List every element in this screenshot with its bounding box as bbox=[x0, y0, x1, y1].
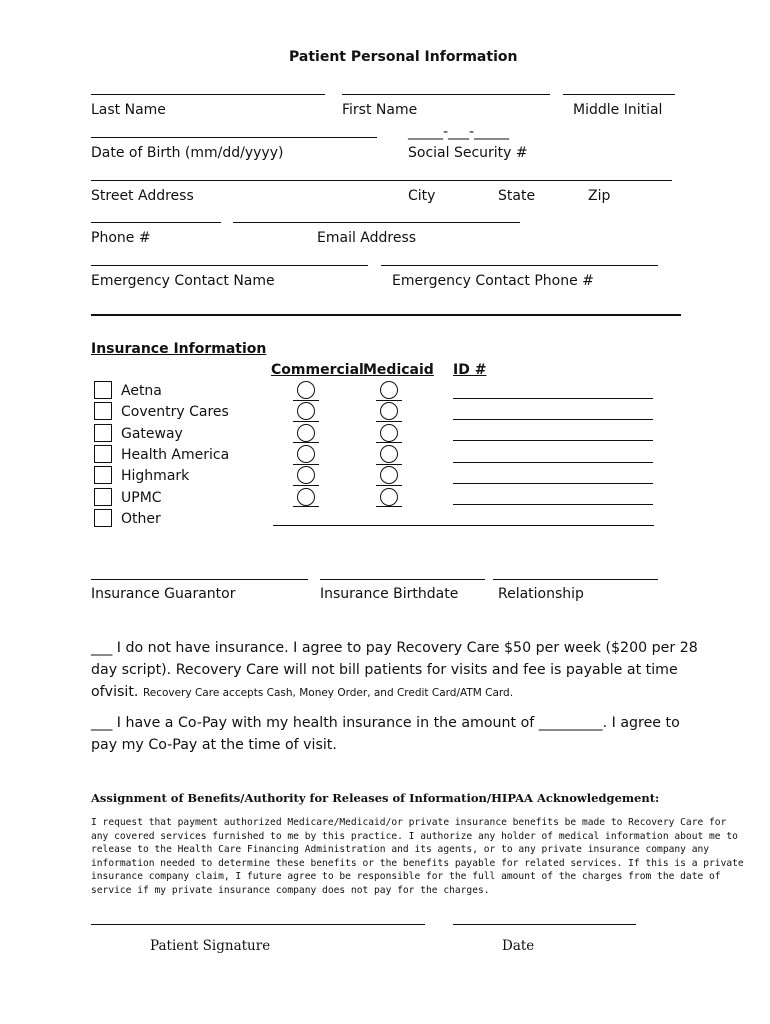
assignment-line: any covered services furnished to me by this practice. I authorize any holder of medical information about me to bbox=[91, 830, 738, 842]
last-name-label: Last Name bbox=[91, 102, 166, 118]
coventry-id-field[interactable] bbox=[453, 419, 653, 420]
no-insurance-line-3-main: ofvisit. bbox=[91, 684, 139, 700]
payment-methods-note: Recovery Care accepts Cash, Money Order, and Credit Card/ATM Card. bbox=[142, 687, 514, 699]
dob-label: Date of Birth (mm/dd/yyyy) bbox=[91, 145, 284, 161]
radio-underline bbox=[376, 464, 402, 465]
email-label: Email Address bbox=[317, 230, 417, 246]
upmc-medicaid-radio[interactable] bbox=[380, 488, 398, 506]
first-name-label: First Name bbox=[342, 102, 418, 118]
copay-line-1: ___ I have a Co-Pay with my health insurance in the amount of _________. I agree to bbox=[91, 715, 680, 731]
phone-field[interactable] bbox=[91, 222, 221, 223]
assignment-line: I request that payment authorized Medicare/Medicaid/or private insurance benefits be made to Recovery Care for bbox=[91, 817, 727, 828]
dob-field[interactable] bbox=[91, 137, 377, 138]
assignment-heading: Assignment of Benefits/Authority for Releases of Information/HIPAA Acknowledgement: bbox=[91, 791, 660, 805]
relationship-label: Relationship bbox=[498, 586, 584, 602]
medicaid-column-header: Medicaid bbox=[363, 362, 434, 378]
aetna-commercial-radio[interactable] bbox=[297, 381, 315, 399]
street-label: Street Address bbox=[91, 188, 194, 204]
middle-initial-field[interactable] bbox=[563, 94, 675, 95]
highmark-checkbox[interactable] bbox=[94, 466, 112, 484]
highmark-commercial-radio[interactable] bbox=[297, 466, 315, 484]
health-america-checkbox[interactable] bbox=[94, 445, 112, 463]
radio-underline bbox=[376, 506, 402, 507]
radio-underline bbox=[376, 400, 402, 401]
provider-label: Health America bbox=[121, 447, 230, 463]
health-america-commercial-radio[interactable] bbox=[297, 445, 315, 463]
upmc-checkbox[interactable] bbox=[94, 488, 112, 506]
no-insurance-line-3 bbox=[91, 681, 513, 704]
date-label: Date bbox=[502, 938, 535, 954]
insurance-heading: Insurance Information bbox=[91, 341, 267, 357]
gateway-id-field[interactable] bbox=[453, 440, 653, 441]
coventry-medicaid-radio[interactable] bbox=[380, 402, 398, 420]
assignment-text bbox=[91, 816, 744, 898]
assignment-line: release to the Health Care Financing Administration and its agents, or to any private insurance company any bbox=[91, 844, 710, 856]
gateway-checkbox[interactable] bbox=[94, 424, 112, 442]
provider-label: UPMC bbox=[121, 490, 162, 506]
email-field[interactable] bbox=[233, 222, 520, 223]
insurance-birthdate-field[interactable] bbox=[320, 579, 485, 580]
phone-label: Phone # bbox=[91, 230, 151, 246]
middle-initial-label: Middle Initial bbox=[573, 102, 663, 118]
radio-underline bbox=[376, 421, 402, 422]
highmark-medicaid-radio[interactable] bbox=[380, 466, 398, 484]
emergency-name-label: Emergency Contact Name bbox=[91, 273, 275, 289]
emergency-phone-label: Emergency Contact Phone # bbox=[392, 273, 594, 289]
gateway-commercial-radio[interactable] bbox=[297, 424, 315, 442]
emergency-phone-field[interactable] bbox=[381, 265, 658, 266]
insurance-guarantor-label: Insurance Guarantor bbox=[91, 586, 236, 602]
relationship-field[interactable] bbox=[493, 579, 658, 580]
upmc-id-field[interactable] bbox=[453, 504, 653, 505]
insurance-birthdate-label: Insurance Birthdate bbox=[320, 586, 459, 602]
id-column-header: ID # bbox=[453, 362, 487, 378]
aetna-checkbox[interactable] bbox=[94, 381, 112, 399]
radio-underline bbox=[376, 485, 402, 486]
other-checkbox[interactable] bbox=[94, 509, 112, 527]
patient-signature-field[interactable] bbox=[91, 924, 425, 925]
page-title: Patient Personal Information bbox=[289, 49, 518, 65]
emergency-name-field[interactable] bbox=[91, 265, 368, 266]
health-america-id-field[interactable] bbox=[453, 462, 653, 463]
assignment-line: insurance company claim, I future agree to be responsible for the full amount of the charges from the date of bbox=[91, 871, 721, 883]
radio-underline bbox=[376, 442, 402, 443]
aetna-id-field[interactable] bbox=[453, 398, 653, 399]
radio-underline bbox=[293, 464, 319, 465]
no-insurance-line-2: day script). Recovery Care will not bill patients for visits and fee is payable at time bbox=[91, 662, 678, 678]
address-field[interactable] bbox=[91, 180, 672, 181]
ssn-label: Social Security # bbox=[408, 145, 528, 161]
radio-underline bbox=[293, 442, 319, 443]
patient-signature-label: Patient Signature bbox=[150, 938, 271, 954]
city-label: City bbox=[408, 188, 436, 204]
provider-label: Coventry Cares bbox=[121, 404, 229, 420]
commercial-column-header: Commercial bbox=[271, 362, 364, 378]
section-divider bbox=[91, 314, 681, 316]
insurance-guarantor-field[interactable] bbox=[91, 579, 308, 580]
health-america-medicaid-radio[interactable] bbox=[380, 445, 398, 463]
zip-label: Zip bbox=[588, 188, 611, 204]
ssn-field[interactable]: _____-___-_____ bbox=[408, 124, 510, 140]
highmark-id-field[interactable] bbox=[453, 483, 653, 484]
last-name-field[interactable] bbox=[91, 94, 325, 95]
provider-label: Highmark bbox=[121, 468, 190, 484]
coventry-checkbox[interactable] bbox=[94, 402, 112, 420]
radio-underline bbox=[293, 400, 319, 401]
aetna-medicaid-radio[interactable] bbox=[380, 381, 398, 399]
provider-label: Gateway bbox=[121, 426, 183, 442]
date-field[interactable] bbox=[453, 924, 636, 925]
first-name-field[interactable] bbox=[342, 94, 550, 95]
assignment-line: information needed to determine these benefits or the benefits payable for related services. If this is a private bbox=[91, 857, 744, 869]
provider-label: Aetna bbox=[121, 383, 162, 399]
copay-line-2: pay my Co-Pay at the time of visit. bbox=[91, 737, 337, 753]
provider-label: Other bbox=[121, 511, 161, 527]
state-label: State bbox=[498, 188, 536, 204]
radio-underline bbox=[293, 421, 319, 422]
gateway-medicaid-radio[interactable] bbox=[380, 424, 398, 442]
coventry-commercial-radio[interactable] bbox=[297, 402, 315, 420]
radio-underline bbox=[293, 506, 319, 507]
radio-underline bbox=[293, 485, 319, 486]
assignment-line: service if my private insurance company does not pay for the charges. bbox=[91, 884, 490, 896]
no-insurance-line-1: ___ I do not have insurance. I agree to pay Recovery Care $50 per week ($200 per 28 bbox=[91, 640, 698, 656]
upmc-commercial-radio[interactable] bbox=[297, 488, 315, 506]
other-insurance-field[interactable] bbox=[273, 525, 654, 526]
